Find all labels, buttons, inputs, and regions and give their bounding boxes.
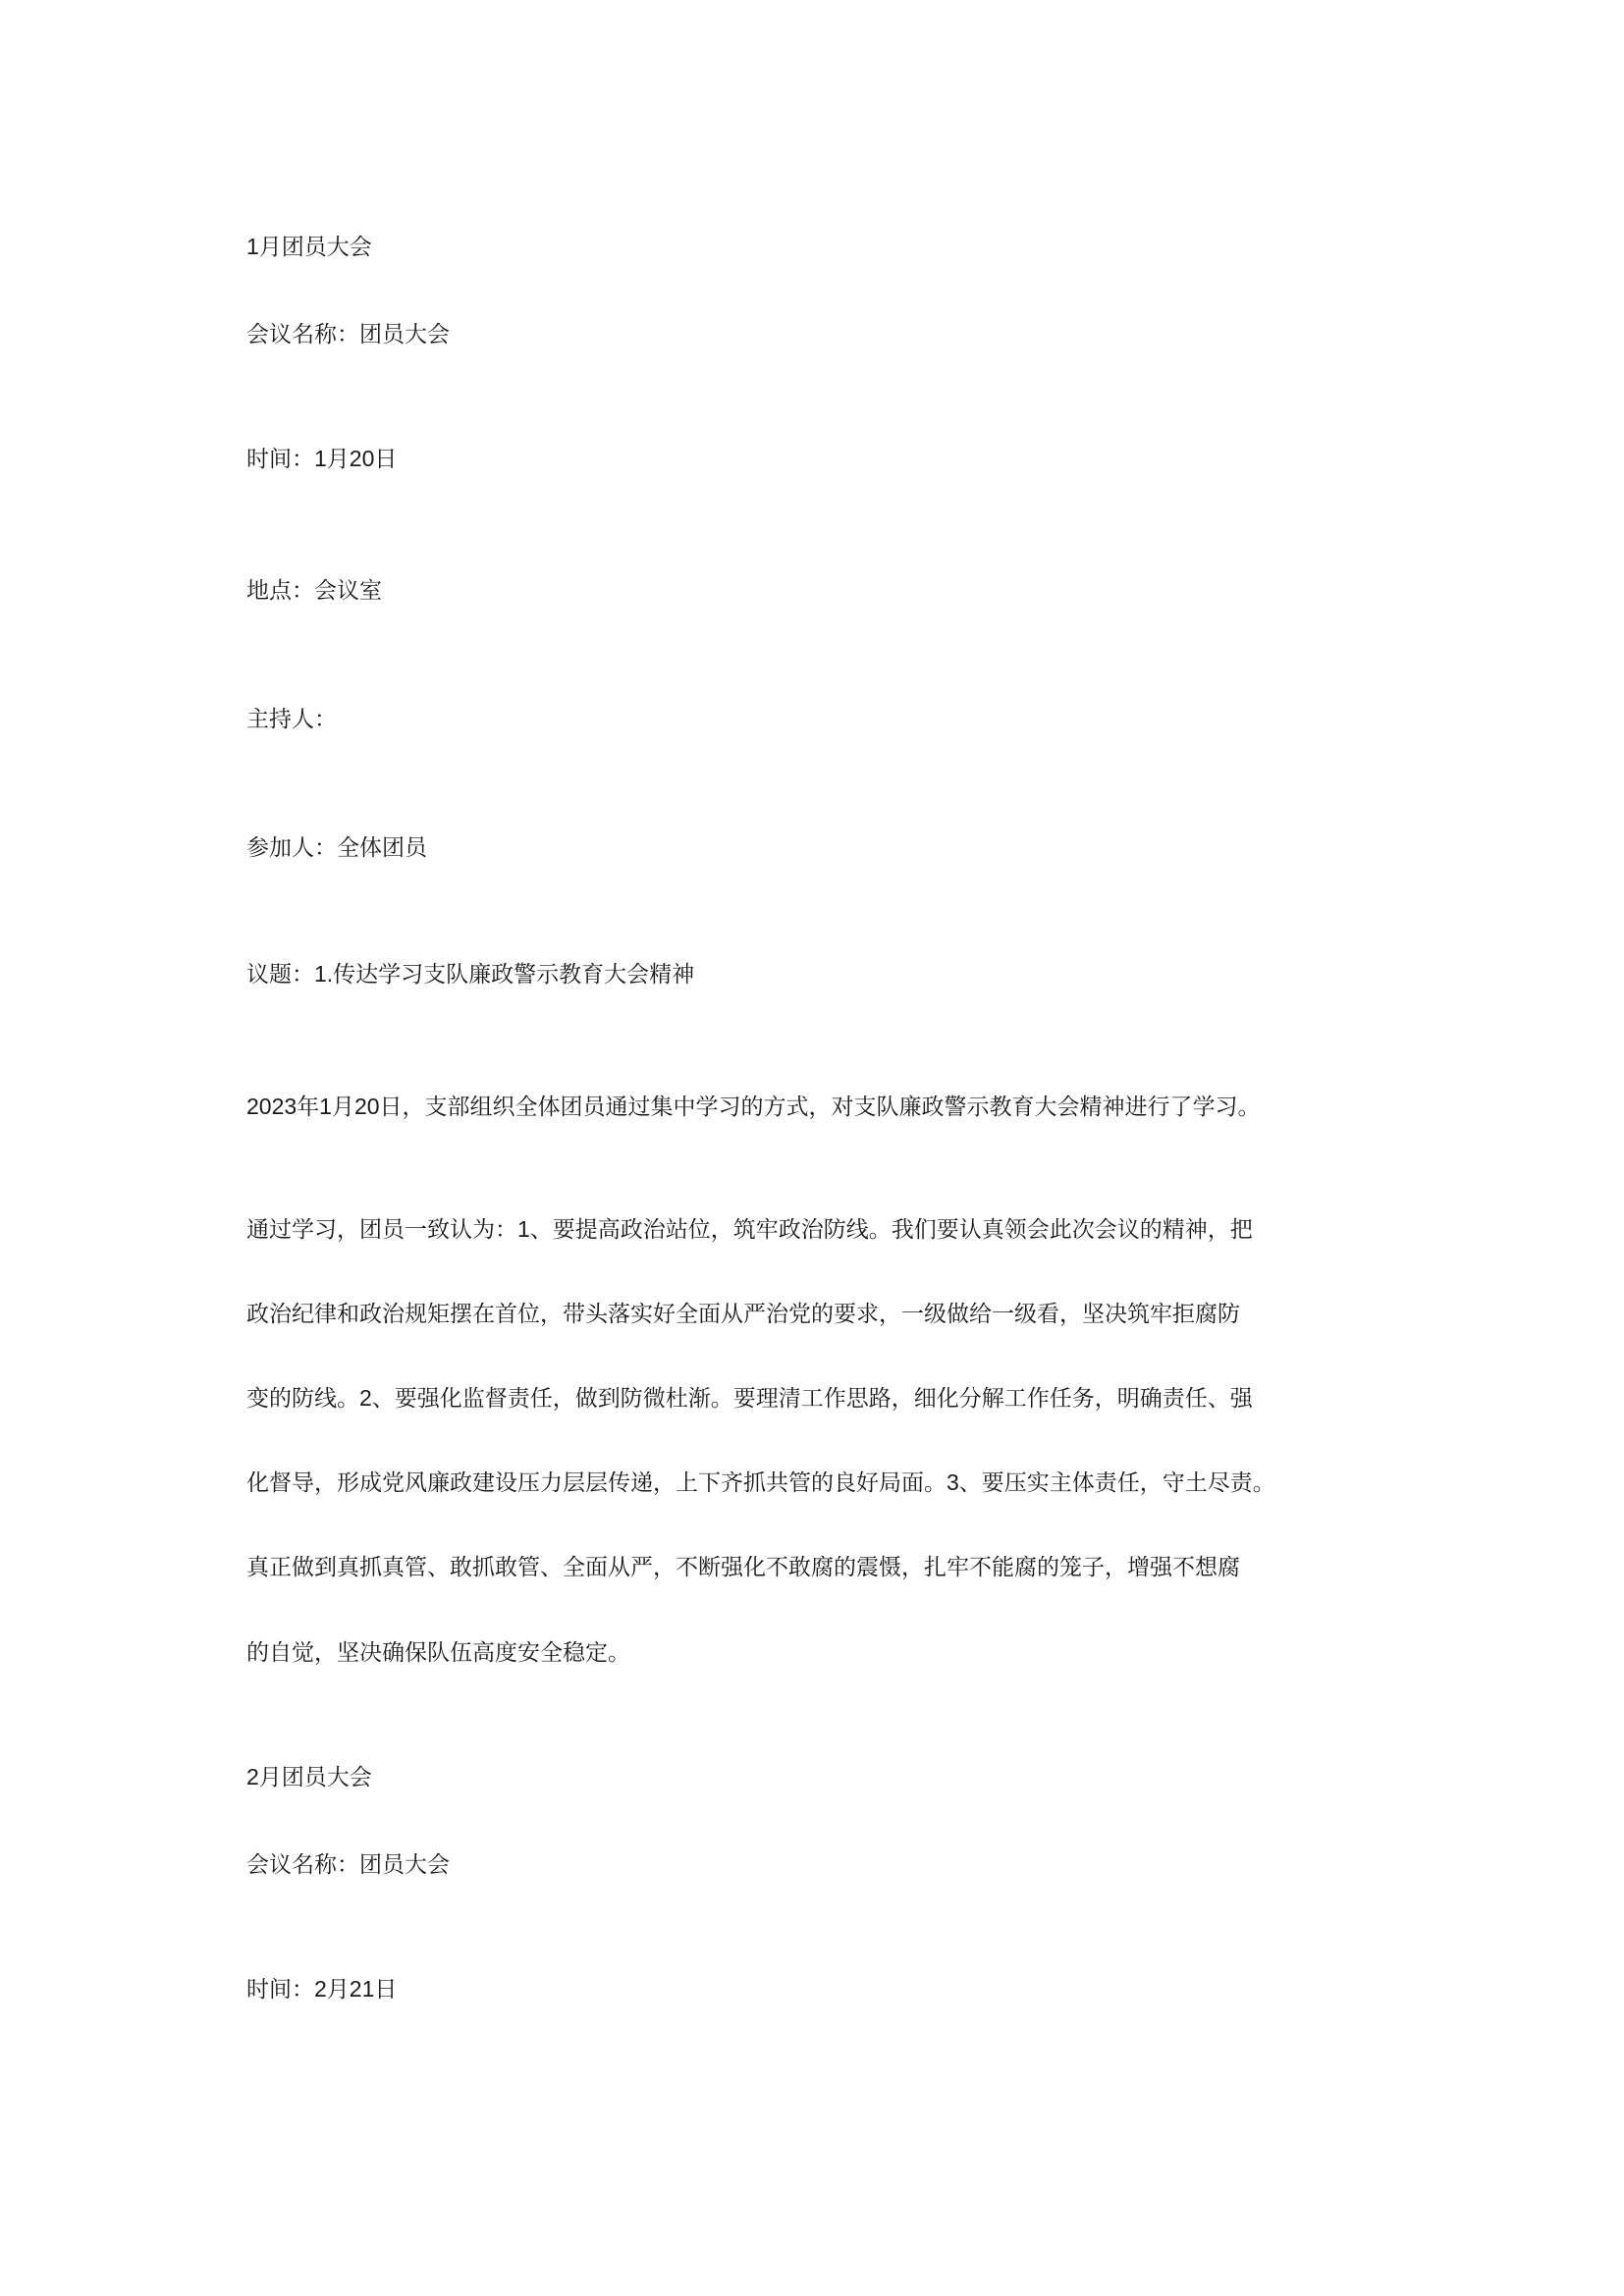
meeting1-body-line: 通过学习，团员一致认为：1、要提高政治站位，筑牢政治防线。我们要认真领会此次会议的精神，把 — [246, 1216, 1253, 1242]
meeting1-body-line: 化督导，形成党风廉政建设压力层层传递，上下齐抓共管的良好局面。3、要压实主体责任，守土尽责。 — [246, 1469, 1275, 1495]
meeting1-time: 时间：1月20日 — [246, 446, 398, 471]
meeting1-body-line: 变的防线。2、要强化监督责任，做到防微杜渐。要理清工作思路，细化分解工作任务，明确责任、强 — [246, 1385, 1253, 1411]
meeting1-name: 会议名称：团员大会 — [246, 321, 450, 347]
meeting1-attendees: 参加人：全体团员 — [246, 834, 427, 860]
meeting1-body-line: 政治纪律和政治规矩摆在首位，带头落实好全面从严治党的要求，一级做给一级看，坚决筑牢拒腐防 — [246, 1301, 1240, 1326]
meeting1-intro: 2023年1月20日，支部组织全体团员通过集中学习的方式，对支队廉政警示教育大会精神进行了学习。 — [246, 1094, 1261, 1119]
meeting2-name: 会议名称：团员大会 — [246, 1851, 450, 1877]
meeting1-host: 主持人： — [246, 706, 337, 731]
meeting2-title: 2月团员大会 — [246, 1764, 372, 1789]
meeting1-place: 地点：会议室 — [246, 577, 382, 603]
meeting1-body-line: 的自觉，坚决确保队伍高度安全稳定。 — [246, 1639, 630, 1665]
meeting2-time: 时间：2月21日 — [246, 1976, 398, 2002]
meeting1-topic: 议题：1.传达学习支队廉政警示教育大会精神 — [246, 961, 695, 987]
meeting1-title: 1月团员大会 — [246, 234, 372, 259]
meeting1-body-line: 真正做到真抓真管、敢抓敢管、全面从严，不断强化不敢腐的震慑，扎牢不能腐的笼子，增强不想腐 — [246, 1554, 1240, 1579]
